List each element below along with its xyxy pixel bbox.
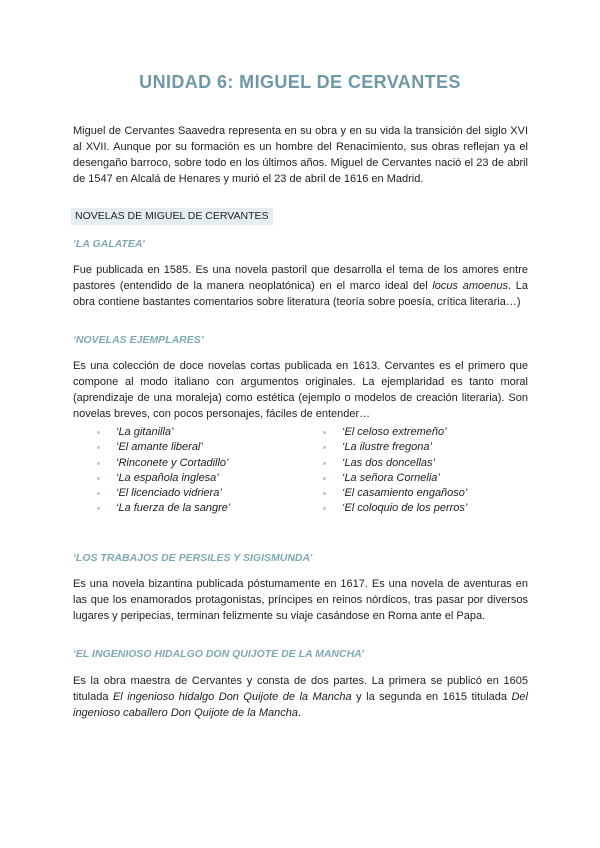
persiles-heading: ‘LOS TRABAJOS DE PERSILES Y SIGISMUNDA’	[73, 552, 313, 564]
bullet-icon	[97, 431, 100, 434]
list-item: ‘El coloquio de los perros’	[323, 501, 467, 516]
bullet-icon	[97, 492, 100, 495]
bullet-icon	[323, 477, 326, 480]
ejemplares-list-left	[97, 425, 230, 517]
galatea-paragraph: Fue publicada en 1585. Es una novela pastoril que desarrolla el tema de los amores entre pastores (entendido de la manera neoplatónica) en el marco ideal del locus amoenus. La obra contiene bastantes comentarios sobre literatura (teoría sobre poesía, crítica literaria…)	[73, 264, 528, 308]
intro-paragraph: Miguel de Cervantes Saavedra representa en su obra y en su vida la transición del siglo XVI al XVII. Aunque por su formación es un hombre del Renacimiento, sus obras reflejan ya el desengaño barroco, sobre todo en los últimos años. Miguel de Cervantes nació el 23 de abril de 1547 en Alcalá de Henares y murió el 23 de abril de 1616 en Madrid.	[73, 125, 528, 185]
list-item: ‘La gitanilla’	[97, 425, 230, 440]
bullet-icon	[323, 492, 326, 495]
quijote-paragraph: Es la obra maestra de Cervantes y consta de dos partes. La primera se publicó en 1605 titulada El ingenioso hidalgo Don Quijote de la Mancha y la segunda en 1615 titulada Del ingenioso caballero Don Quijote de la Mancha.	[73, 675, 528, 719]
page-title: UNIDAD 6: MIGUEL DE CERVANTES	[139, 72, 461, 92]
ejemplares-paragraph: Es una colección de doce novelas cortas publicada en 1613. Cervantes es el primero que compone al modo italiano con argumentos originales. La ejemplaridad es tanto moral (aprendizaje de una moraleja) como estética (ejemplo o modelos de creación literaria). Son novelas breves, con pocos personajes, fáciles de entender…	[73, 360, 528, 420]
bullet-icon	[323, 446, 326, 449]
list-item: ‘El licenciado vidriera’	[97, 486, 230, 501]
list-item: ‘La fuerza de la sangre’	[97, 501, 230, 516]
bullet-icon	[323, 462, 326, 465]
section-heading: NOVELAS DE MIGUEL DE CERVANTES	[71, 208, 273, 225]
list-item: ‘La española inglesa’	[97, 471, 230, 486]
list-item: ‘El amante liberal’	[97, 440, 230, 455]
quijote-heading: ‘EL INGENIOSO HIDALGO DON QUIJOTE DE LA MANCHA’	[73, 648, 365, 660]
ejemplares-list-right	[323, 425, 467, 517]
persiles-paragraph: Es una novela bizantina publicada póstumamente en 1617. Es una novela de aventuras en las que los enamorados protagonistas, príncipes en reinos nórdicos, tras pasar por diversos lugares y peripecias, terminan felizmente su viaje casándose en Roma ante el Papa.	[73, 578, 528, 622]
bullet-icon	[323, 431, 326, 434]
list-item: ‘La ilustre fregona’	[323, 440, 467, 455]
bullet-icon	[97, 462, 100, 465]
list-item: ‘Rinconete y Cortadillo’	[97, 456, 230, 471]
list-item: ‘La señora Cornelia’	[323, 471, 467, 486]
list-item: ‘El casamiento engañoso’	[323, 486, 467, 501]
list-item: ‘El celoso extremeño’	[323, 425, 467, 440]
bullet-icon	[97, 446, 100, 449]
bullet-icon	[323, 507, 326, 510]
bullet-icon	[97, 477, 100, 480]
bullet-icon	[97, 507, 100, 510]
list-item: ‘Las dos doncellas’	[323, 456, 467, 471]
galatea-heading: ‘LA GALATEA’	[73, 238, 145, 250]
ejemplares-heading: ‘NOVELAS EJEMPLARES’	[73, 334, 204, 346]
